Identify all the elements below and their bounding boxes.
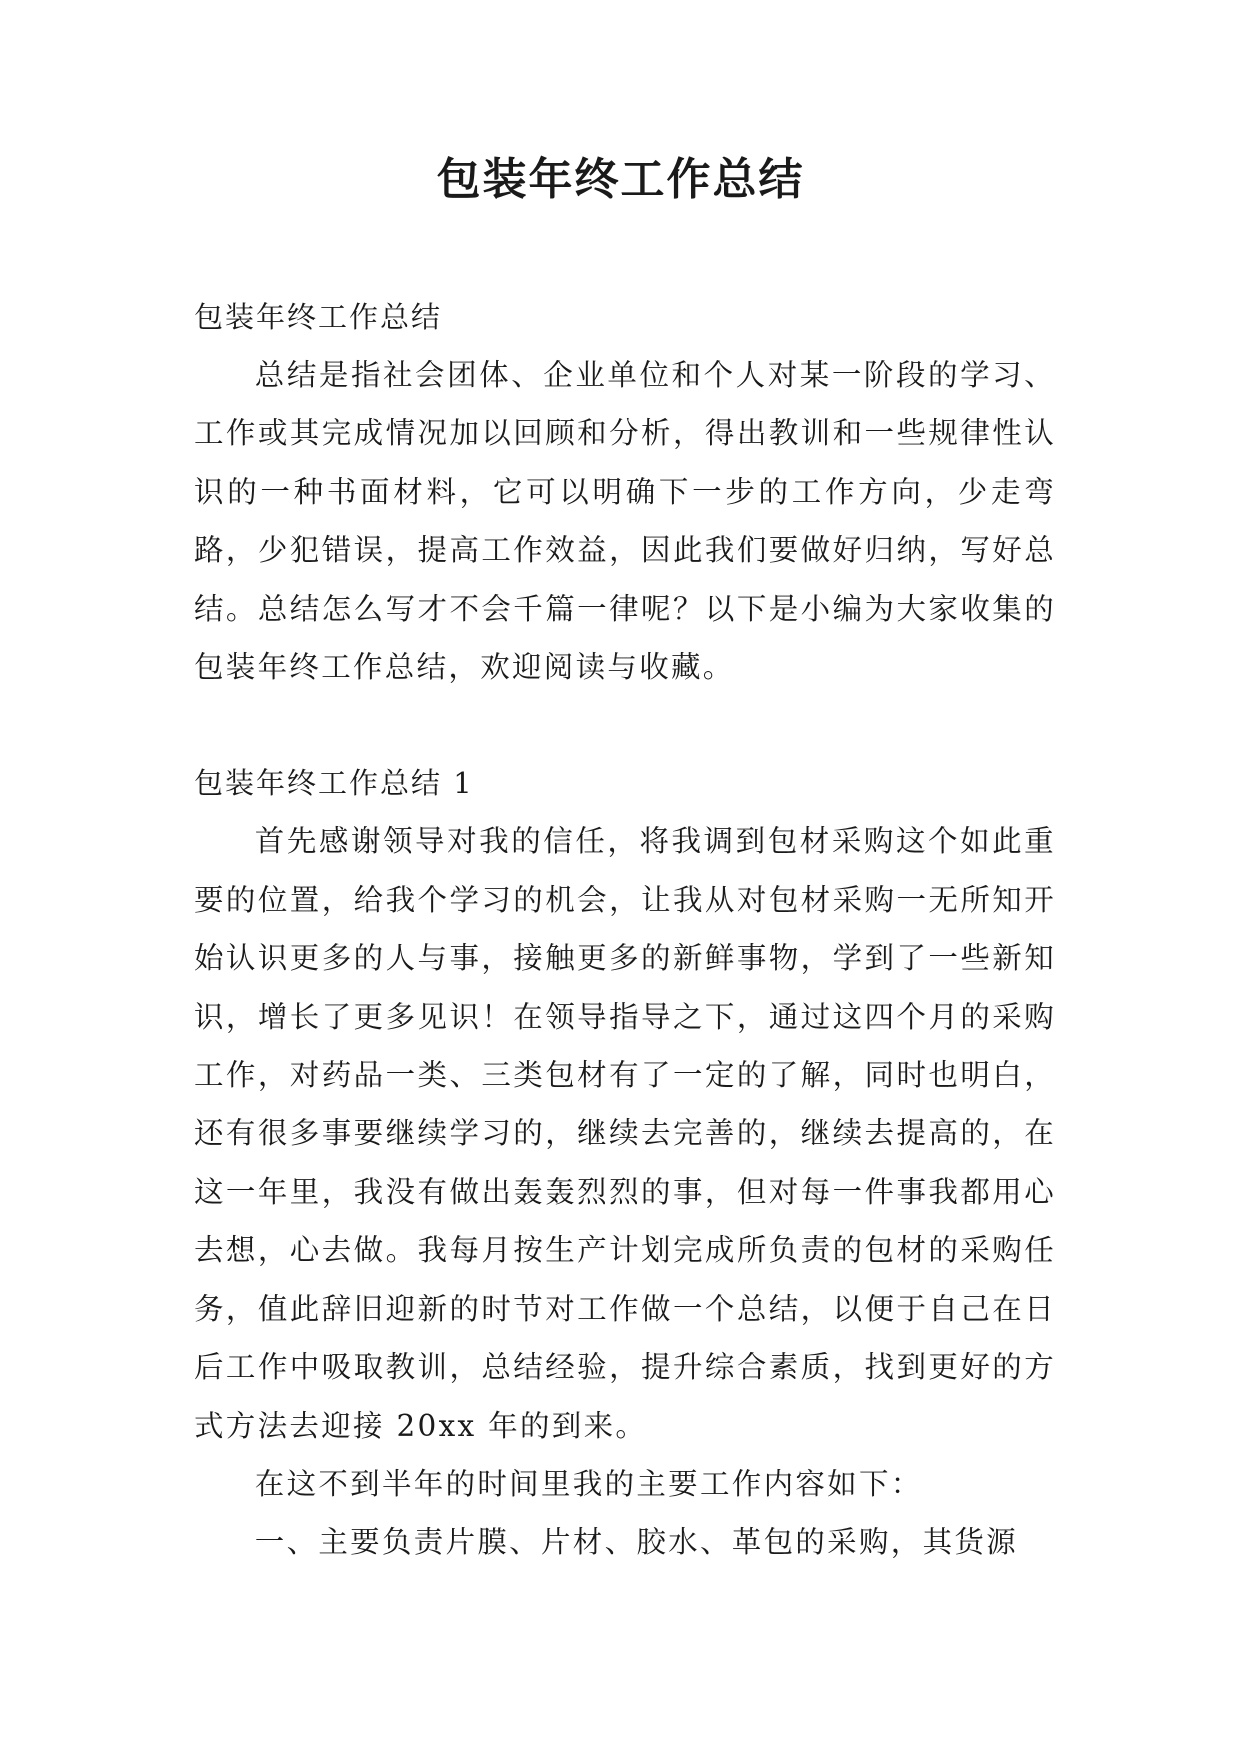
intro-heading: 包装年终工作总结 (194, 300, 443, 334)
section-1-heading: 包装年终工作总结 1 (194, 766, 474, 801)
section-1-paragraph-2: 在这不到半年的时间里我的主要工作内容如下： (254, 1466, 923, 1501)
section-spacer (194, 696, 1056, 754)
document-body (194, 288, 1056, 1572)
intro-paragraph: 总结是指社会团体、企业单位和个人对某一阶段的学习、工作或其完成情况加以回顾和分析，得出教训和一些规律性认识的一种书面材料，它可以明确下一步的工作方向，少走弯路，少犯错误，提高工作效益，因此我们要做好归纳，写好总结。总结怎么写才不会千篇一律呢？以下是小编为大家收集的包装年终工作总结，欢迎阅读与收藏。 (194, 358, 1056, 685)
document-title: 包装年终工作总结 (436, 154, 805, 205)
section-1-paragraph-1: 首先感谢领导对我的信任，将我调到包材采购这个如此重要的位置，给我个学习的机会，让我从对包材采购一无所知开始认识更多的人与事，接触更多的新鲜事物，学到了一些新知识，增长了更多见识！在领导指导之下，通过这四个月的采购工作，对药品一类、三类包材有了一定的了解，同时也明白，还有很多事要继续学习的，继续去完善的，继续去提高的，在这一年里，我没有做出轰轰烈烈的事，但对每一件事我都用心去想，心去做。我每月按生产计划完成所负责的包材的采购任务，值此辞旧迎新的时节对工作做一个总结，以便于自己在日后工作中吸取教训，总结经验，提升综合素质，找到更好的方式方法去迎接 20xx 年的到来。 (194, 824, 1056, 1443)
section-1-paragraph-3: 一、主要负责片膜、片材、胶水、革包的采购，其货源 (254, 1525, 1018, 1560)
